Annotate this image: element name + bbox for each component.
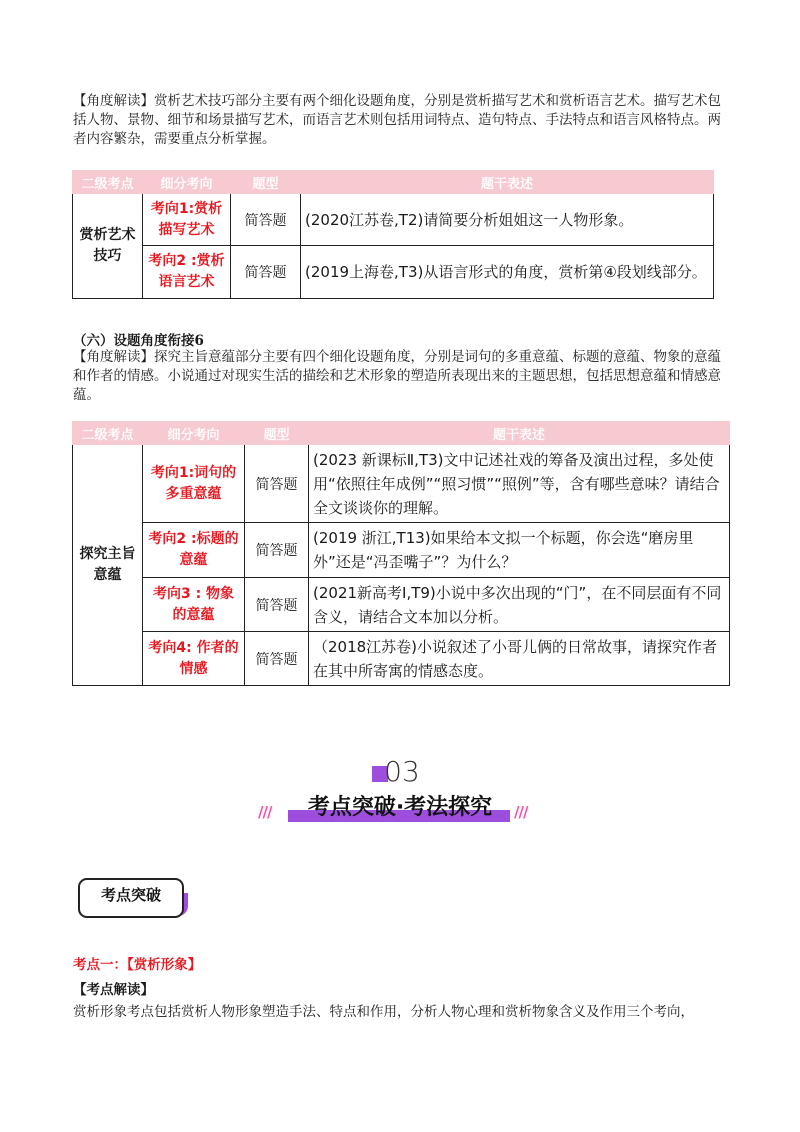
header-direction: 细分考向 bbox=[143, 171, 231, 194]
direction-cell: 考向1:词句的多重意蕴 bbox=[143, 445, 245, 523]
direction-cell: 考向2 :赏析语言艺术 bbox=[143, 246, 231, 299]
direction-cell: 考向4: 作者的情感 bbox=[143, 632, 245, 686]
slash-decoration-right: /// bbox=[514, 803, 528, 821]
direction-cell: 考向1:赏析描写艺术 bbox=[143, 194, 231, 246]
table-row bbox=[73, 523, 730, 578]
angle-interpretation-1: 【角度解读】赏析艺术技巧部分主要有两个细化设题角度，分别是赏析描写艺术和赏析语言艺术。描写艺术包括人物、景物、细节和场景描写艺术，而语言艺术则包括用词特点、造句特点、手法特点和语言风格特点。两者内容繁杂，需要重点分析掌握。 bbox=[73, 93, 721, 147]
table-row bbox=[73, 632, 730, 686]
header-question-type: 题型 bbox=[231, 171, 301, 194]
question-cell: (2020江苏卷,T2)请简要分析姐姐这一人物形象。 bbox=[301, 194, 714, 246]
question-cell: (2021新高考Ⅰ,T9)小说中多次出现的“门”，在不同层面有不同含义，请结合文本加以分析。 bbox=[309, 578, 730, 632]
key-point-subheading: 【考点解读】 bbox=[73, 982, 154, 998]
section-heading-6: （六）设题角度衔接6 bbox=[73, 333, 204, 349]
direction-cell: 考向3 : 物象的意蕴 bbox=[143, 578, 245, 632]
category-cell: 赏析艺术技巧 bbox=[73, 194, 143, 299]
table-header-row bbox=[73, 171, 714, 194]
type-cell: 简答题 bbox=[231, 194, 301, 246]
table-header-row bbox=[73, 422, 730, 445]
question-cell: (2019 浙江,T13)如果给本文拟一个标题，你会选“磨房里外”还是“冯歪嘴子”？为什么？ bbox=[309, 523, 730, 578]
type-cell: 简答题 bbox=[245, 445, 309, 523]
table-row bbox=[73, 578, 730, 632]
table-row bbox=[73, 445, 730, 523]
type-cell: 简答题 bbox=[245, 632, 309, 686]
header-question-type: 题型 bbox=[245, 422, 309, 445]
header-question-stem: 题干表述 bbox=[309, 422, 730, 445]
angle-interpretation-2: 【角度解读】探究主旨意蕴部分主要有四个细化设题角度，分别是词句的多重意蕴、标题的意蕴、物象的意蕴和作者的情感。小说通过对现实生活的描绘和艺术形象的塑造所表现出来的主题思想，包括思想意蕴和情感意蕴。 bbox=[73, 349, 721, 403]
key-point-text: 赏析形象考点包括赏析人物形象塑造手法、特点和作用，分析人物心理和赏析物象含义及作用三个考向， bbox=[73, 1004, 694, 1020]
header-question-stem: 题干表述 bbox=[301, 171, 714, 194]
key-point-title: 考点一：【赏析形象】 bbox=[73, 957, 202, 973]
exam-table-theme bbox=[72, 421, 730, 686]
question-cell: （2018江苏卷)小说叙述了小哥儿俩的日常故事，请探究作者在其中所寄寓的情感态度。 bbox=[309, 632, 730, 686]
slash-decoration-left: /// bbox=[258, 803, 272, 821]
exam-table-art-skills bbox=[72, 170, 714, 299]
table-row bbox=[73, 194, 714, 246]
type-cell: 简答题 bbox=[245, 523, 309, 578]
header-direction: 细分考向 bbox=[143, 422, 245, 445]
type-cell: 简答题 bbox=[231, 246, 301, 299]
section-title: 考点突破·考法探究 bbox=[307, 795, 493, 820]
direction-cell: 考向2 :标题的意蕴 bbox=[143, 523, 245, 578]
header-secondary-point: 二级考点 bbox=[73, 422, 143, 445]
section-number: 03 bbox=[384, 755, 420, 788]
question-cell: (2019上海卷,T3)从语言形式的角度，赏析第④段划线部分。 bbox=[301, 246, 714, 299]
category-cell: 探究主旨意蕴 bbox=[73, 445, 143, 686]
section-badge-label: 考点突破 bbox=[100, 886, 161, 904]
question-cell: (2023 新课标Ⅱ,T3)文中记述社戏的筹备及演出过程，多处使用“依照往年成例”“照习惯”“照例”等，含有哪些意味？请结合全文谈谈你的理解。 bbox=[309, 445, 730, 523]
header-secondary-point: 二级考点 bbox=[73, 171, 143, 194]
table-row bbox=[73, 246, 714, 299]
type-cell: 简答题 bbox=[245, 578, 309, 632]
